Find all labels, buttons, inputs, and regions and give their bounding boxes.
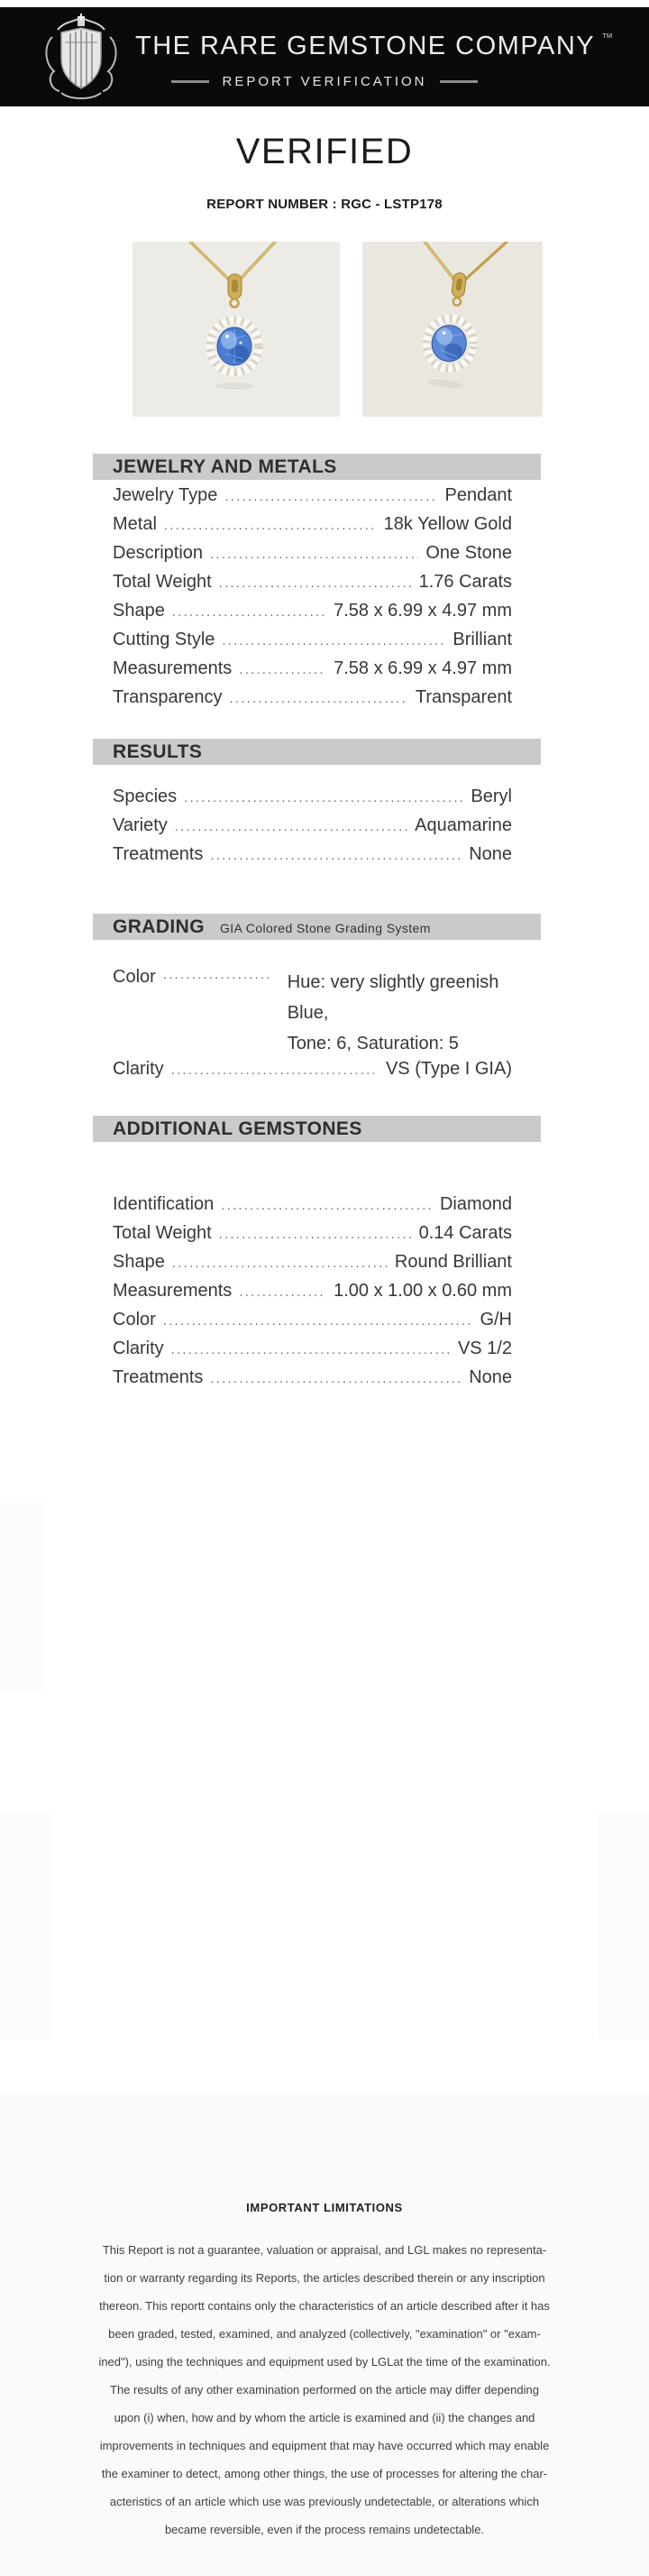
limitations-line: This Report is not a guarantee, valuation or appraisal, and LGL makes no representa- <box>102 2243 547 2257</box>
report-number: REPORT NUMBER : RGC - LSTP178 <box>206 197 443 212</box>
row-label: Identification <box>113 1194 215 1214</box>
table-row <box>113 1223 512 1252</box>
row-label: Total Weight <box>113 572 212 592</box>
row-label: Variety <box>113 815 168 835</box>
row-label: Clarity <box>113 1059 164 1079</box>
table-row <box>113 687 512 716</box>
verified-status: VERIFIED <box>235 132 414 171</box>
limitations-line: The results of any other examination performed on the article may differ depending <box>110 2383 539 2397</box>
row-label: Measurements <box>113 658 233 678</box>
section-header-bar <box>93 454 541 480</box>
table-row <box>113 630 512 658</box>
table-row <box>113 1252 512 1281</box>
limitations-line: upon (i) when, how and by whom the article is examined and (ii) the changes and <box>114 2411 535 2424</box>
tagline-text: REPORT VERIFICATION <box>222 74 427 89</box>
divider-line-left <box>171 80 209 83</box>
row-value: VS (Type I GIA) <box>385 1059 512 1079</box>
row-value: Brilliant <box>452 630 512 649</box>
table-row <box>113 1310 512 1339</box>
dotted-leader <box>163 967 270 982</box>
row-label: Cutting Style <box>113 630 215 649</box>
watermark-block <box>0 1813 50 2038</box>
dotted-leader <box>163 1313 473 1329</box>
row-value: Diamond <box>439 1194 512 1214</box>
row-value: Transparent <box>415 687 512 707</box>
section-additional-gemstones <box>93 1116 541 1396</box>
section-header-bar <box>93 914 541 940</box>
row-value: Pendant <box>444 485 512 505</box>
header-bar <box>0 7 649 106</box>
section-title: ADDITIONAL GEMSTONES <box>113 1118 362 1139</box>
row-value: None <box>469 844 512 864</box>
row-value: Aquamarine <box>415 815 512 835</box>
report-verification-tagline <box>0 74 649 89</box>
section-title: GRADING <box>113 915 205 937</box>
section-title: RESULTS <box>113 741 203 762</box>
dotted-leader <box>230 691 408 706</box>
section-header-bar <box>93 1116 541 1142</box>
dotted-leader <box>172 1256 388 1271</box>
pendant-illustration <box>133 242 340 417</box>
dotted-leader <box>210 547 418 562</box>
limitations-line: ined"), using the techniques and equipment used by LGLat the time of the examination. <box>98 2355 551 2369</box>
row-value: 0.14 Carats <box>418 1223 512 1243</box>
dotted-leader <box>239 662 326 677</box>
section-rows <box>113 1194 512 1396</box>
company-crest-logo <box>40 12 123 104</box>
company-name-text: THE RARE GEMSTONE COMPANY <box>135 32 596 60</box>
divider-line-right <box>440 80 478 83</box>
section-subtitle: GIA Colored Stone Grading System <box>219 920 431 935</box>
table-row <box>113 485 512 514</box>
limitations-line: the examiner to detect, among other things, the use of processes for altering the char- <box>101 2467 548 2480</box>
row-label: Total Weight <box>113 1223 212 1243</box>
row-value: 18k Yellow Gold <box>383 514 512 534</box>
row-label: Color <box>113 967 156 987</box>
section-results <box>93 739 541 873</box>
table-row <box>113 844 512 873</box>
section-grading <box>93 914 541 1088</box>
table-row <box>113 1339 512 1367</box>
dotted-leader <box>219 1227 412 1242</box>
dotted-leader <box>239 1284 326 1300</box>
row-value: 1.76 Carats <box>418 572 512 592</box>
table-row <box>113 1281 512 1310</box>
section-title: JEWELRY AND METALS <box>113 455 337 477</box>
trademark-symbol: ™ <box>601 31 614 44</box>
company-name <box>135 31 613 61</box>
row-value <box>288 967 512 1059</box>
row-value: One Stone <box>425 543 512 563</box>
limitations-line: thereon. This reportt contains only the characteristics of an article described after it has <box>99 2299 550 2313</box>
dotted-leader <box>222 633 445 649</box>
table-row <box>113 967 512 1059</box>
table-row <box>113 514 512 543</box>
row-label: Clarity <box>113 1339 164 1358</box>
dotted-leader <box>175 819 407 834</box>
table-row <box>113 572 512 601</box>
dotted-leader <box>219 575 412 591</box>
dotted-leader <box>164 518 377 533</box>
limitations-title: IMPORTANT LIMITATIONS <box>246 2201 403 2214</box>
watermark-block <box>0 1502 43 1691</box>
row-label: Transparency <box>113 687 223 707</box>
dotted-leader <box>171 1342 451 1357</box>
row-label: Measurements <box>113 1281 233 1301</box>
row-value: G/H <box>480 1310 512 1329</box>
dotted-leader <box>224 489 437 504</box>
limitations-line: been graded, tested, examined, and analyzed (collectively, "examination" or "exam- <box>108 2327 541 2341</box>
row-label: Treatments <box>113 844 204 864</box>
row-label: Treatments <box>113 1367 204 1387</box>
row-label: Metal <box>113 514 157 534</box>
section-header-bar <box>93 739 541 765</box>
row-value: None <box>469 1367 512 1387</box>
row-value: 7.58 x 6.99 x 4.97 mm <box>334 658 512 678</box>
section-rows <box>113 485 512 716</box>
section-rows <box>113 967 512 1088</box>
dotted-leader <box>210 1371 462 1386</box>
row-label: Description <box>113 543 204 563</box>
table-row <box>113 1059 512 1088</box>
dotted-leader <box>210 848 462 863</box>
row-value: 1.00 x 1.00 x 0.60 mm <box>334 1281 512 1301</box>
limitations-line: became reversible, even if the process remains undetectable. <box>164 2523 485 2536</box>
limitations-line: acteristics of an article which use was previously undetectable, or alterations which <box>109 2495 540 2508</box>
row-value: 7.58 x 6.99 x 4.97 mm <box>334 601 512 621</box>
pendant-photos <box>133 242 543 417</box>
color-value-line1: Hue: very slightly greenish Blue, <box>287 972 499 1023</box>
dotted-leader <box>221 1198 433 1213</box>
important-limitations <box>72 2201 577 2544</box>
limitations-line: tion or warranty regarding its Reports, the articles described therein or any inscription <box>104 2271 545 2285</box>
row-value: VS 1/2 <box>457 1339 512 1358</box>
table-row <box>113 1367 512 1396</box>
watermark-block <box>599 1813 649 2038</box>
row-label: Shape <box>113 601 165 621</box>
pendant-illustration <box>362 242 543 417</box>
table-row <box>113 815 512 844</box>
dotted-leader <box>184 790 463 805</box>
table-row <box>113 658 512 687</box>
row-value: Round Brilliant <box>394 1252 512 1272</box>
section-jewelry-and-metals <box>93 454 541 716</box>
section-rows <box>113 787 512 873</box>
table-row <box>113 1194 512 1223</box>
dotted-leader <box>172 604 326 620</box>
pendant-photo-front <box>133 242 340 417</box>
row-label: Color <box>113 1310 156 1329</box>
dotted-leader <box>171 1063 379 1078</box>
table-row <box>113 787 512 815</box>
row-label: Jewelry Type <box>113 485 218 505</box>
table-row <box>113 543 512 572</box>
table-row <box>113 601 512 630</box>
color-value-line2: Tone: 6, Saturation: 5 <box>287 1034 459 1053</box>
limitations-line: improvements in techniques and equipment that may have occurred which may enable <box>99 2439 550 2452</box>
row-label: Species <box>113 787 178 806</box>
row-label: Shape <box>113 1252 165 1272</box>
row-value: Beryl <box>471 787 512 806</box>
pendant-photo-side <box>362 242 543 417</box>
